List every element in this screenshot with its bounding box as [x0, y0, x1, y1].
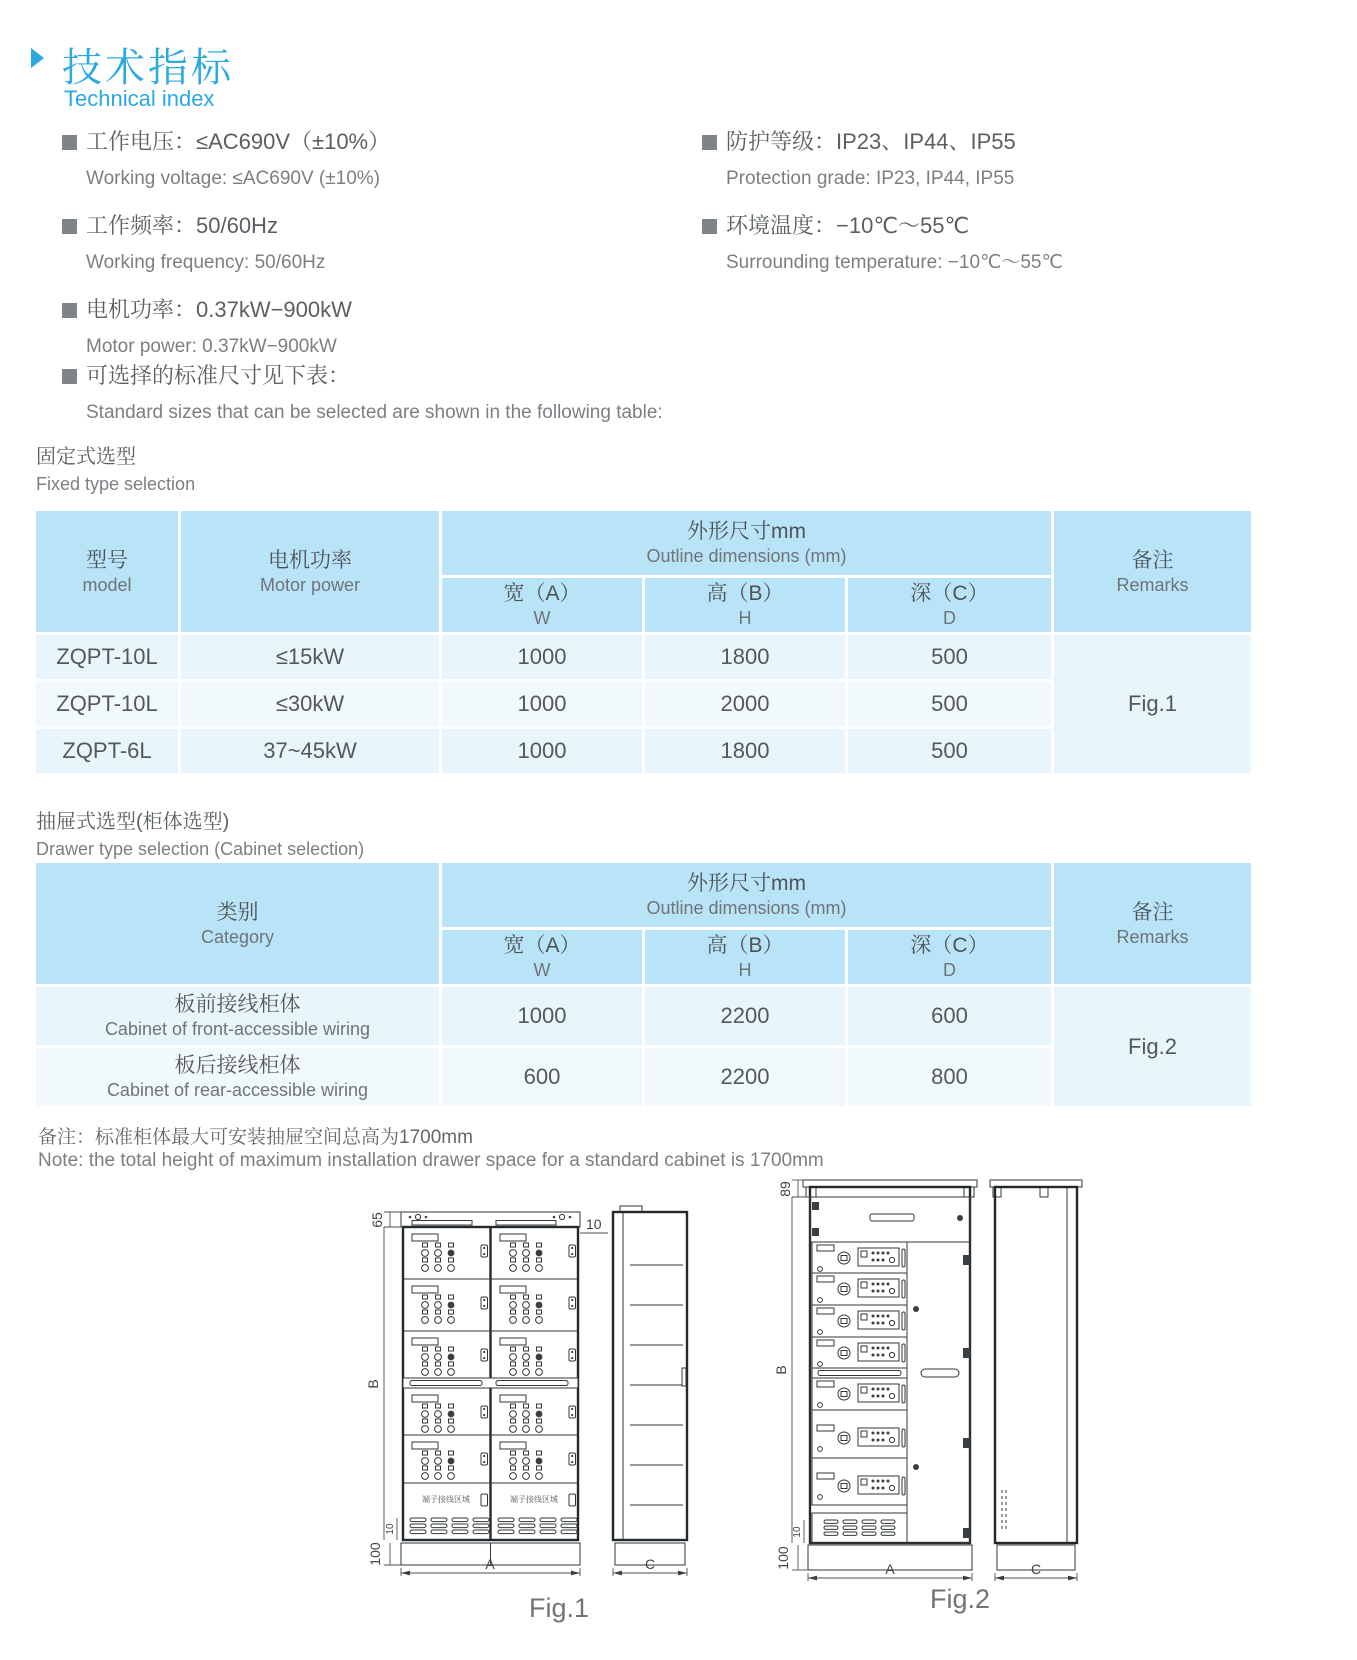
cell-category-zh: 板后接线柜体 [174, 1054, 301, 1077]
cell-category-en: Cabinet of front-accessible wiring [104, 1019, 371, 1039]
square-bullet-icon [702, 219, 717, 234]
cell-category [36, 1048, 439, 1106]
header-outline-en: Outline dimensions (mm) [646, 898, 847, 918]
spec-protection-en: Protection grade: IP23, IP44, IP55 [726, 168, 1015, 189]
fixed-type-table [33, 508, 1254, 776]
spec-voltage-en: Working voltage: ≤AC690V (±10%) [86, 168, 381, 189]
header-width-en: W [533, 960, 551, 980]
header-depth-zh: 深（C） [910, 582, 989, 605]
spec-list-right [702, 128, 1322, 296]
fig1-dim-top-right-label: 10 [586, 1216, 602, 1232]
cell-power: 37~45kW [181, 729, 439, 773]
header-power-en: Motor power [259, 574, 361, 595]
fig1-side-view [613, 1206, 687, 1565]
spec-temperature-zh: 环境温度：−10℃～55℃ [726, 213, 970, 238]
header-outline-zh: 外形尺寸mm [687, 872, 806, 895]
header-model-zh: 型号 [86, 548, 128, 572]
drawer-type-label-en: Drawer type selection (Cabinet selection) [36, 839, 365, 859]
cell-category-zh: 板前接线柜体 [174, 993, 301, 1016]
spec-item-motor-power [62, 296, 672, 359]
cell-w: 1000 [442, 682, 642, 726]
fig1-dim-width-label: A [485, 1556, 495, 1572]
header-width-zh: 宽（A） [503, 582, 581, 605]
header-category-en: Category [200, 926, 275, 947]
fig1-terminal-area-label: 端子接线区域 [510, 1495, 558, 1504]
cell-power: ≤15kW [181, 635, 439, 679]
fig2-drawing [740, 1160, 1120, 1630]
table-row [36, 635, 1251, 679]
spec-item-temperature [702, 212, 1322, 275]
cell-h: 2200 [645, 987, 845, 1045]
fig2-dim-depth-label: C [1030, 1561, 1042, 1577]
spec-frequency-zh: 工作频率：50/60Hz [86, 213, 278, 238]
table-header-row [36, 511, 1251, 575]
fixed-type-label-zh: 固定式选型 [36, 446, 136, 468]
cell-h: 2200 [645, 1048, 845, 1106]
cell-d: 600 [848, 987, 1051, 1045]
square-bullet-icon [62, 303, 77, 318]
header-model-en: model [82, 574, 132, 595]
cell-category [36, 987, 439, 1045]
spec-item-protection [702, 128, 1322, 191]
cell-model: ZQPT-6L [36, 729, 178, 773]
header-remarks-zh: 备注 [1131, 548, 1174, 572]
header-motor-power [181, 511, 439, 632]
cell-h: 1800 [645, 635, 845, 679]
cell-model: ZQPT-10L [36, 682, 178, 726]
header-remarks [1054, 863, 1251, 984]
spec-list-left [62, 128, 672, 380]
cell-remark-fig2: Fig.2 [1054, 987, 1251, 1106]
cell-d: 500 [848, 729, 1051, 773]
spec-temperature-en: Surrounding temperature: −10℃～55℃ [726, 252, 1063, 273]
header-height-zh: 高（B） [706, 934, 784, 957]
fig1-terminal-area-label: 端子接线区域 [422, 1495, 470, 1504]
fixed-type-label-en: Fixed type selection [36, 474, 196, 494]
header-outline-dimensions [442, 511, 1051, 575]
drawer-type-table [33, 860, 1254, 1109]
table-header-row [36, 863, 1251, 927]
cell-w: 1000 [442, 729, 642, 773]
header-depth [848, 930, 1051, 984]
fig2-side-view [990, 1180, 1082, 1570]
drawer-type-label-zh: 抽屉式选型(柜体选型) [36, 811, 230, 833]
header-remarks-en: Remarks [1116, 574, 1189, 595]
header-width-zh: 宽（A） [503, 934, 581, 957]
header-outline-en: Outline dimensions (mm) [646, 546, 847, 566]
header-height-en: H [738, 960, 752, 980]
fig1-caption: Fig.1 [528, 1593, 590, 1623]
header-height [645, 578, 845, 632]
page-title: 技术指标 [62, 46, 234, 90]
square-bullet-icon [62, 135, 77, 150]
fig1-front-view [401, 1212, 580, 1565]
header-category [36, 863, 439, 984]
page-subtitle: Technical index [64, 86, 215, 111]
fig2-dim-height-label: B [773, 1365, 789, 1375]
header-depth-en: D [943, 960, 956, 980]
fig2-dim-small-label: 10 [792, 1526, 803, 1538]
cell-w: 1000 [442, 987, 642, 1045]
section-marker-icon [31, 48, 44, 68]
cell-h: 2000 [645, 682, 845, 726]
fig2-dim-cap-label: 89 [777, 1181, 793, 1197]
cell-model: ZQPT-10L [36, 635, 178, 679]
cell-w: 600 [442, 1048, 642, 1106]
spec-frequency-en: Working frequency: 50/60Hz [86, 252, 326, 273]
header-power-zh: 电机功率 [268, 548, 352, 572]
spec-protection-zh: 防护等级：IP23、IP44、IP55 [726, 129, 1016, 154]
header-category-zh: 类别 [216, 900, 259, 924]
cell-remark-fig1: Fig.1 [1054, 635, 1251, 773]
header-depth [848, 578, 1051, 632]
spec-motor-power-zh: 电机功率：0.37kW−900kW [86, 297, 352, 322]
spec-item-standard-sizes [62, 362, 862, 425]
table-note-zh: 备注：标准柜体最大可安装抽屉空间总高为1700mm [38, 1127, 473, 1148]
cell-d: 500 [848, 635, 1051, 679]
header-outline-dimensions [442, 863, 1051, 927]
header-outline-zh: 外形尺寸mm [687, 520, 806, 543]
cell-w: 1000 [442, 635, 642, 679]
header-width-en: W [533, 608, 551, 628]
header-remarks-en: Remarks [1116, 926, 1189, 947]
square-bullet-icon [62, 369, 77, 384]
header-depth-en: D [943, 608, 956, 628]
square-bullet-icon [62, 219, 77, 234]
fig2-dim-width-label: A [885, 1561, 895, 1577]
fig1-dim-cap-label: 65 [369, 1212, 385, 1228]
spec-sizes-en: Standard sizes that can be selected are shown in the following table: [86, 402, 663, 423]
drawer-type-section-label [36, 805, 364, 860]
table-row [36, 987, 1251, 1045]
table-note-en: Note: the total height of maximum installation drawer space for a standard cabinet is 1700mm [38, 1150, 824, 1171]
header-width [442, 930, 642, 984]
spec-voltage-zh: 工作电压：≤AC690V（±10%） [86, 129, 391, 154]
fig1-dim-plinth-label: 100 [367, 1542, 383, 1566]
fixed-type-section-label [36, 440, 195, 495]
fig2-front-view [803, 1180, 977, 1570]
fig1-drawing [340, 1180, 740, 1630]
spec-item-voltage [62, 128, 672, 191]
spec-sizes-zh: 可选择的标准尺寸见下表： [86, 363, 351, 388]
square-bullet-icon [702, 135, 717, 150]
header-height [645, 930, 845, 984]
header-remarks-zh: 备注 [1131, 900, 1174, 924]
fig2-dim-plinth-label: 100 [775, 1546, 791, 1570]
fig1-dim-height-label: B [365, 1379, 381, 1389]
spec-item-frequency [62, 212, 672, 275]
fig2-caption: Fig.2 [929, 1584, 991, 1614]
cell-category-en: Cabinet of rear-accessible wiring [106, 1080, 369, 1100]
header-height-en: H [738, 608, 752, 628]
fig1-dim-depth-label: C [644, 1556, 656, 1572]
cell-power: ≤30kW [181, 682, 439, 726]
cell-d: 500 [848, 682, 1051, 726]
fig1-dim-small-label: 10 [385, 1523, 396, 1535]
spec-motor-power-en: Motor power: 0.37kW−900kW [86, 336, 337, 357]
header-height-zh: 高（B） [706, 582, 784, 605]
header-remarks [1054, 511, 1251, 632]
cell-d: 800 [848, 1048, 1051, 1106]
header-width [442, 578, 642, 632]
header-depth-zh: 深（C） [910, 934, 989, 957]
cell-h: 1800 [645, 729, 845, 773]
header-model [36, 511, 178, 632]
